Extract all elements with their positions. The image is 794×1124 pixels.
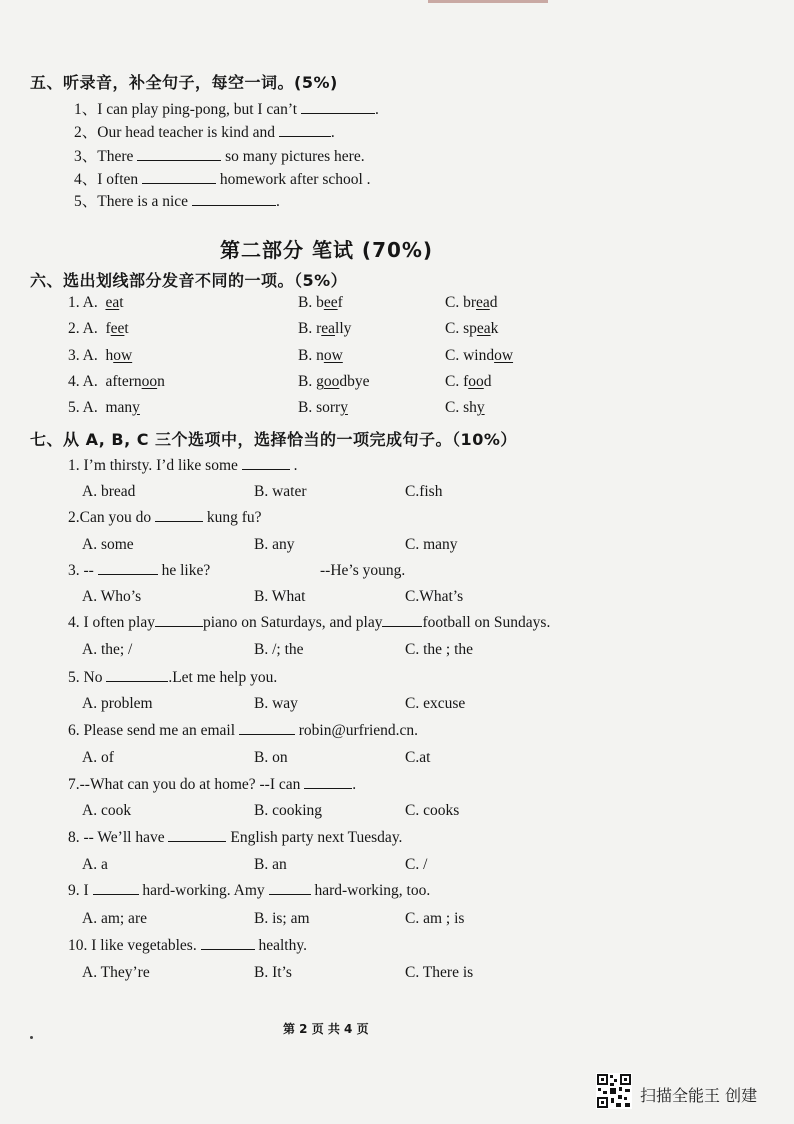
s6-option-c: C. speak: [445, 320, 499, 337]
s7-option-c[interactable]: C. cooks: [405, 802, 460, 819]
section5-title: 五、听录音，补全句子，每空一词。(5%): [30, 73, 338, 92]
answer-blank[interactable]: [137, 148, 221, 161]
s7-option-b[interactable]: B. What: [254, 588, 306, 605]
s7-option-c[interactable]: C. the ; the: [405, 641, 474, 658]
s6-option-b: B. goodbye: [298, 373, 370, 390]
s7-question-response: --He’s young.: [320, 562, 406, 579]
s7-question-stem: 4. I often play piano on Saturdays, and play football on Sundays.: [68, 614, 551, 631]
underlined-letters: ea: [321, 320, 336, 337]
s7-option-b[interactable]: B. way: [254, 695, 298, 712]
s6-option-a: 5. A. many: [68, 399, 140, 416]
s7-option-a[interactable]: A. They’re: [82, 964, 150, 981]
underlined-letters: ow: [323, 347, 343, 364]
answer-blank[interactable]: [155, 509, 203, 522]
s7-option-c[interactable]: C. many: [405, 536, 458, 553]
underlined-letters: ea: [476, 294, 490, 311]
s6-option-a: 4. A. afternoon: [68, 373, 165, 390]
s7-question-stem: 5. No .Let me help you.: [68, 669, 278, 686]
section6-title: 六、选出划线部分发音不同的一项。（5%）: [30, 271, 348, 290]
s7-option-b[interactable]: B. is; am: [254, 910, 310, 927]
s6-option-a: 3. A. how: [68, 347, 133, 364]
underlined-letters: oo: [468, 373, 484, 390]
underlined-letters: ea: [476, 320, 491, 337]
s7-option-c[interactable]: C. excuse: [405, 695, 466, 712]
s7-option-c[interactable]: C.fish: [405, 483, 443, 500]
underlined-letters: ee: [110, 320, 125, 337]
s7-option-b[interactable]: B. cooking: [254, 802, 323, 819]
s6-option-c: C. window: [445, 347, 514, 364]
s6-option-a: 1. A. eat: [68, 294, 124, 311]
s7-option-a[interactable]: A. a: [82, 856, 108, 873]
s7-option-c[interactable]: C. am ; is: [405, 910, 465, 927]
s5-item-2: 2、Our head teacher is kind and .: [74, 124, 335, 141]
section7-title: 七、从 A, B, C 三个选项中，选择恰当的一项完成句子。（10%）: [30, 430, 517, 449]
underlined-letters: y: [132, 399, 140, 416]
s6-option-b: B. really: [298, 320, 352, 337]
s7-option-a[interactable]: A. some: [82, 536, 134, 553]
answer-blank[interactable]: [382, 614, 422, 627]
s7-option-a[interactable]: A. am; are: [82, 910, 147, 927]
top-edge-mark: [428, 0, 548, 3]
answer-blank[interactable]: [106, 669, 168, 682]
underlined-letters: ow: [494, 347, 514, 364]
underlined-letters: oo: [141, 373, 158, 390]
s6-option-b: B. beef: [298, 294, 343, 311]
scan-speck: [30, 1036, 33, 1039]
answer-blank[interactable]: [98, 562, 158, 575]
s7-option-b[interactable]: B. on: [254, 749, 288, 766]
s6-option-c: C. bread: [445, 294, 498, 311]
answer-blank[interactable]: [279, 124, 331, 137]
s7-option-a[interactable]: A. of: [82, 749, 114, 766]
s7-question-stem: 10. I like vegetables. healthy.: [68, 937, 307, 954]
s7-question-stem: 7.--What can you do at home? --I can .: [68, 776, 357, 793]
answer-blank[interactable]: [269, 882, 311, 895]
s7-option-c[interactable]: C. /: [405, 856, 428, 873]
s7-option-c[interactable]: C.What’s: [405, 588, 464, 605]
s6-option-a: 2. A. feet: [68, 320, 129, 337]
answer-blank[interactable]: [242, 457, 290, 470]
s7-option-a[interactable]: A. the; /: [82, 641, 133, 658]
s7-question-stem: 9. I hard-working. Amy hard-working, too.: [68, 882, 431, 899]
qr-code-icon: [596, 1073, 632, 1109]
answer-blank[interactable]: [155, 614, 203, 627]
s5-item-1: 1、I can play ping-pong, but I can’t .: [74, 101, 379, 118]
underlined-letters: ee: [323, 294, 338, 311]
underlined-letters: ow: [113, 347, 133, 364]
s7-question-stem: 1. I’m thirsty. I’d like some .: [68, 457, 298, 474]
answer-blank[interactable]: [304, 776, 352, 789]
page-number: 第 2 页 共 4 页: [283, 1022, 369, 1036]
answer-blank[interactable]: [239, 722, 295, 735]
s7-question-stem: 6. Please send me an email robin@urfriend.cn.: [68, 722, 419, 739]
underlined-letters: y: [476, 399, 485, 416]
s7-option-a[interactable]: A. cook: [82, 802, 132, 819]
s7-option-b[interactable]: B. It’s: [254, 964, 292, 981]
s5-item-5: 5、There is a nice .: [74, 193, 280, 210]
underlined-letters: oo: [323, 373, 340, 390]
s7-option-b[interactable]: B. an: [254, 856, 287, 873]
underlined-letters: y: [340, 399, 348, 416]
s7-option-b[interactable]: B. /; the: [254, 641, 304, 658]
s7-option-a[interactable]: A. bread: [82, 483, 136, 500]
answer-blank[interactable]: [301, 101, 375, 114]
answer-blank[interactable]: [142, 171, 216, 184]
scanner-watermark-label: 扫描全能王 创建: [640, 1086, 758, 1105]
s7-option-b[interactable]: B. any: [254, 536, 295, 553]
s6-option-c: C. food: [445, 373, 492, 390]
s7-option-b[interactable]: B. water: [254, 483, 307, 500]
answer-blank[interactable]: [192, 193, 276, 206]
s7-option-c[interactable]: C.at: [405, 749, 431, 766]
s7-question-stem: 3. -- he like?: [68, 562, 211, 579]
s5-item-3: 3、There so many pictures here.: [74, 148, 365, 165]
answer-blank[interactable]: [93, 882, 139, 895]
s6-option-b: B. now: [298, 347, 343, 364]
s7-option-a[interactable]: A. problem: [82, 695, 153, 712]
part2-title: 第二部分 笔试 (70%): [220, 238, 434, 262]
s6-option-b: B. sorry: [298, 399, 348, 416]
s6-option-c: C. shy: [445, 399, 485, 416]
s7-option-a[interactable]: A. Who’s: [82, 588, 142, 605]
underlined-letters: ea: [105, 294, 120, 311]
answer-blank[interactable]: [201, 937, 255, 950]
s7-question-stem: 8. -- We’ll have English party next Tuesday.: [68, 829, 403, 846]
s7-option-c[interactable]: C. There is: [405, 964, 474, 981]
answer-blank[interactable]: [168, 829, 226, 842]
s7-question-stem: 2.Can you do kung fu?: [68, 509, 262, 526]
s5-item-4: 4、I often homework after school .: [74, 171, 371, 188]
